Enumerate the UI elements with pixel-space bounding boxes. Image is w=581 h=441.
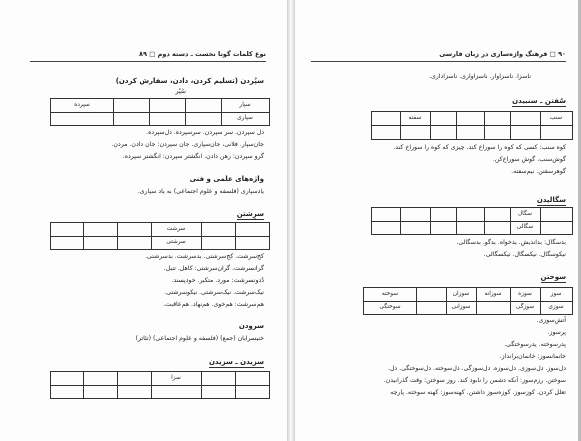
sereshtan-table bbox=[50, 222, 270, 250]
sereshtan-line-2: گرانسرشت. گران‌سرشتی: کاهل. تنبل. bbox=[163, 265, 264, 272]
sookhtan-line-7: تعلل کردن. کوزسوز. کوزه‌سوز داشتن. کهنه‌سوز: کهنه‌ سوخته. پارچه bbox=[390, 389, 566, 396]
softan-cell-sonb: سنب bbox=[549, 115, 563, 121]
sookhtan-line-2: پرسوز. bbox=[547, 329, 566, 336]
sepordan-cell-seporde: سپرده bbox=[74, 102, 90, 108]
sepordan-line-3: گرو سپردن: رهن دادن. انگشتر سپردن: انگشتر سپرده. bbox=[122, 153, 264, 160]
softan-cell-softe: سفته bbox=[408, 115, 422, 121]
sookhtan-line-4: خانمانسوز: خانمان‌برانداز. bbox=[499, 353, 566, 360]
sagalidan-cell-sagali: سگالی bbox=[516, 224, 534, 230]
sookhtan-line-1: آتش‌سوزی. bbox=[536, 317, 566, 324]
sagalidan-table bbox=[371, 207, 573, 235]
book-gutter bbox=[287, 0, 295, 441]
sookhtan-table bbox=[363, 287, 573, 315]
heading-soroodan: سرودن bbox=[238, 322, 264, 330]
heading-sezidan: سزیدن ـ سزیدن bbox=[208, 358, 264, 366]
sepordan-line-2: جان‌سپار. فلانی، جان‌سپاری. جان سپردن: جان دادن. مردن. bbox=[111, 141, 264, 148]
sereshtan-cell-sereshti: سرشتی bbox=[166, 239, 186, 245]
sereshtan-cell-seresht: سرشت bbox=[166, 226, 186, 232]
sookhtan-line-3: پدرسوخته. پدرسوختگی. bbox=[504, 341, 566, 348]
scientific-line: یادسپاری (فلسفه و علوم اجتماعی) به یاد سپاری. bbox=[137, 188, 264, 195]
sepordan-line-1: دل سپردن. سر سپردن. سرسپرده. دل‌سپرده. bbox=[146, 129, 264, 136]
sagalidan-cell-sagal: سگال bbox=[517, 211, 533, 217]
sagalidan-line-2: نیکوسگال. نیکسگال. نیکسگالی. bbox=[483, 251, 566, 258]
right-page-header: ۹۰ □ فرهنگ واژه‌سازی در زبان فارسی bbox=[439, 50, 566, 58]
sereshtan-line-5: هم‌سرشت: هم‌خوی. هم‌نهاد. هم‌عاقبت. bbox=[163, 301, 264, 308]
sepordan-sub: سُپُر bbox=[175, 88, 186, 95]
left-page bbox=[0, 0, 286, 441]
sookhtan-line-6: سوختن. رزم‌سوز: آنکه دشمن را نابود کند. روز سوختن: وقت گذرانیدن. bbox=[383, 377, 566, 384]
sookhtan-cell-r2-6: سوختگی bbox=[379, 304, 401, 310]
sagalidan-line-1: بدسگال: بداندیش. بدخواه. بدگو. بدسگالی. bbox=[456, 239, 566, 246]
softan-line-2: گوش‌سنب. گوش سوراخ‌کن. bbox=[492, 156, 566, 163]
sereshtan-line-3: دُدونسرشت: مورد. متکبر. خودپسند. bbox=[171, 277, 264, 284]
sookhtan-cell-r1-6: سوخته bbox=[381, 291, 399, 297]
sookhtan-cell-r1-3: سوزانه bbox=[484, 291, 502, 297]
softan-table bbox=[371, 111, 573, 140]
sookhtan-cell-r1-4: سوزان bbox=[452, 291, 470, 297]
sereshtan-line-1: کج‌سرشت. کج‌سرشتی. بدسرشت. بدسرشتی. bbox=[145, 253, 264, 260]
sookhtan-cell-r2-4: سوزانی bbox=[451, 304, 471, 310]
sookhtan-cell-r1-2: سوزه bbox=[518, 291, 532, 297]
sereshtan-line-4: نیک‌سرشت. نیک‌سرشتی. نیکوسرشتی. bbox=[164, 289, 264, 296]
heading-scientific: واژه‌های علمی و فنی bbox=[189, 175, 264, 183]
sookhtan-cell-r1-1: سوز bbox=[550, 291, 562, 297]
heading-softan: سُفتن ـ سنبیدن bbox=[512, 97, 566, 105]
header-rule bbox=[30, 61, 266, 62]
heading-sookhtan: سوختن bbox=[540, 273, 566, 281]
heading-sereshtan: سرِشتن bbox=[236, 210, 264, 218]
softan-line-3: گوهرسفتن. نیم‌سفته. bbox=[511, 168, 566, 175]
sookhtan-cell-r2-2: سوزگی bbox=[515, 304, 535, 310]
left-page-header: نوع کلمات گونا نخست ـ دسته دوم □ ۸۹ bbox=[139, 50, 266, 58]
sepordan-cell-separi: سپاری bbox=[237, 115, 253, 121]
soroodan-line: خنیسرایان (جمع) (فلسفه و علوم اجتماعی) (تئاتر) bbox=[135, 335, 264, 342]
softan-line-1: کوه سنب: کسی که کوه را سوراخ کند. چیزی که کوه را سوراخ کند. bbox=[393, 144, 566, 151]
sookhtan-line-5: دل‌سوز. دل‌سوزی. دل‌سوزه. دل‌سوزگی. دل‌سوخته. دل‌سوختگی. دل. bbox=[387, 365, 566, 372]
right-page bbox=[296, 0, 581, 441]
sezidan-cell-seza: سزا bbox=[171, 375, 181, 381]
sookhtan-cell-r2-1: سوزی bbox=[548, 304, 564, 310]
sepordan-table bbox=[50, 98, 270, 126]
sezidan-table bbox=[50, 371, 270, 399]
heading-sepordan: سپُردن (تسلیم کردن، دادن، سفارش کردن) bbox=[115, 77, 264, 85]
sepordan-cell-sepaar: سپار bbox=[239, 102, 251, 108]
intro-line: ناسزا. ناسزاوار. ناسزاواری. ناسزاداری. bbox=[428, 73, 531, 80]
header-rule bbox=[311, 61, 566, 62]
heading-sagalidan: سگالیدن bbox=[536, 196, 566, 204]
